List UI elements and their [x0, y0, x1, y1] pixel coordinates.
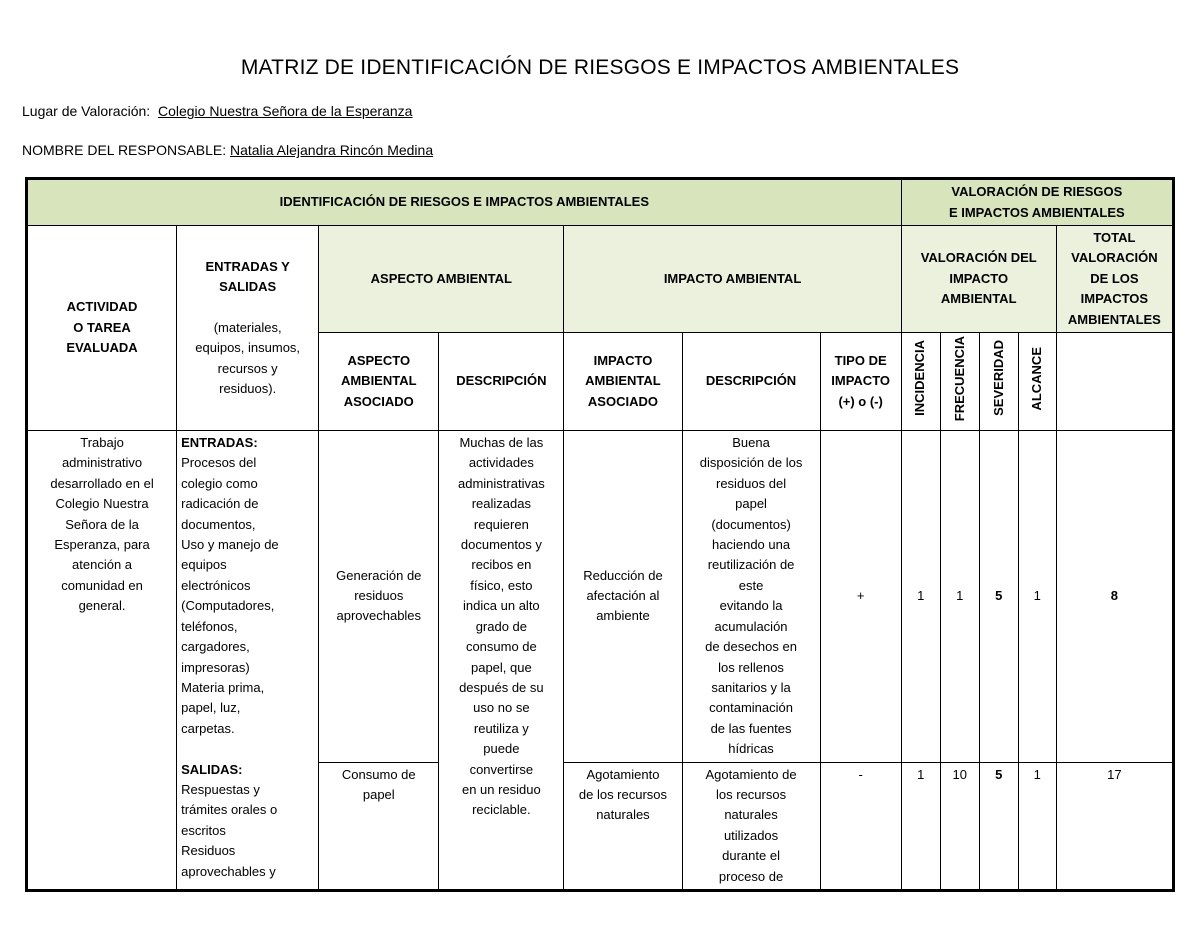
aspecto-1-text — [323, 566, 434, 627]
responsable — [22, 142, 433, 158]
descripcion-aspecto-line: recibos en — [471, 557, 532, 573]
descripcion-impacto-1-line: hídricas — [728, 741, 774, 757]
aspecto-1-line: Generación de — [336, 567, 422, 583]
descripcion-impacto-1-line: papel — [735, 496, 767, 512]
lugar-valoracion — [22, 103, 412, 119]
aspecto-2-line: papel — [362, 786, 395, 802]
actividad-line: administrativo — [61, 455, 143, 471]
header-descripcion-aspecto: DESCRIPCIÓN — [439, 333, 564, 431]
aspecto-1-line: aprovechables — [336, 608, 422, 624]
header-tipo-line2: IMPACTO — [831, 373, 891, 389]
descripcion-impacto-1-line: acumulación — [714, 618, 788, 634]
cell-tipo-2: - — [820, 762, 901, 889]
header-valoracion-riesgos — [901, 180, 1172, 226]
header-entradas-line2: SALIDAS — [219, 279, 277, 294]
descripcion-impacto-2-text — [687, 765, 816, 887]
header-actividad — [28, 226, 177, 431]
header-severidad — [979, 333, 1018, 431]
descripcion-aspecto-line: reutiliza y — [473, 720, 529, 736]
header-aspecto-asociado-line1: ASPECTO — [347, 352, 411, 368]
header-entradas-salidas — [177, 226, 319, 431]
descripcion-aspecto-line: actividades — [468, 455, 534, 471]
header-incidencia-label: INCIDENCIA — [912, 340, 928, 417]
descripcion-impacto-1-text — [687, 433, 816, 760]
salidas-line: escritos — [181, 822, 226, 838]
impacto-1-line: ambiente — [596, 608, 650, 624]
descripcion-aspecto-text — [443, 433, 559, 821]
header-impacto-asociado — [564, 333, 682, 431]
descripcion-impacto-1-line: haciendo una — [712, 537, 791, 553]
entradas-spacer — [181, 739, 314, 759]
header-entradas-line1: ENTRADAS Y — [205, 258, 290, 274]
responsable-value: Natalia Alejandra Rincón Medina — [229, 142, 434, 158]
salidas-text — [181, 780, 314, 882]
descripcion-aspecto-line: físico, esto — [470, 577, 533, 593]
header-entradas-line5: recursos y — [217, 360, 278, 376]
header-incidencia — [901, 333, 940, 431]
cell-severidad-1: 5 — [979, 431, 1018, 763]
risk-matrix-table — [27, 179, 1173, 890]
cell-incidencia-1: 1 — [901, 431, 940, 763]
cell-descripcion-impacto-1 — [682, 431, 820, 763]
entradas-line: teléfonos, — [181, 618, 238, 634]
cell-frecuencia-2: 10 — [940, 762, 979, 889]
descripcion-aspecto-line: convertirse — [469, 761, 534, 777]
cell-frecuencia-1: 1 — [940, 431, 979, 763]
header-total-empty — [1056, 333, 1172, 431]
descripcion-impacto-2-line: proceso de — [718, 868, 784, 884]
descripcion-impacto-1-line: sanitarios y la — [711, 679, 791, 695]
cell-entradas-salidas — [177, 431, 319, 890]
salidas-title: SALIDAS: — [181, 761, 243, 777]
header-total-line1: TOTAL — [1093, 230, 1136, 245]
lugar-value: Colegio Nuestra Señora de la Esperanza — [157, 103, 413, 119]
actividad-line: Señora de la — [65, 516, 139, 532]
descripcion-impacto-1-line: reutilización de — [707, 557, 795, 573]
header-total-line2: VALORACIÓN — [1071, 250, 1158, 266]
header-total-line5: AMBIENTALES — [1067, 311, 1161, 327]
header-valoracion-impacto — [901, 226, 1056, 333]
header-identificacion: IDENTIFICACIÓN DE RIESGOS E IMPACTOS AMBIENTALES — [28, 180, 902, 226]
entradas-line: cargadores, — [181, 639, 250, 655]
descripcion-aspecto-line: consumo de — [465, 639, 537, 655]
cell-descripcion-aspecto — [439, 431, 564, 890]
header-tipo-impacto — [820, 333, 901, 431]
impacto-1-text — [568, 566, 677, 627]
actividad-line: atención a — [72, 557, 133, 573]
descripcion-impacto-2-line: los recursos — [716, 786, 787, 802]
descripcion-aspecto-line: en un residuo — [461, 781, 541, 797]
actividad-line: general. — [78, 598, 126, 614]
header-actividad-line1: ACTIVIDAD — [66, 299, 138, 315]
entradas-line: papel, luz, — [181, 700, 241, 716]
entradas-line: Uso y manejo de — [181, 537, 279, 553]
descripcion-impacto-2-line: naturales — [724, 807, 778, 823]
entradas-line: radicación de — [181, 496, 259, 512]
header-valoracion-impacto-line3: AMBIENTAL — [940, 291, 1017, 307]
header-total-line4: IMPACTOS — [1080, 291, 1149, 307]
aspecto-2-line: Consumo de — [341, 766, 416, 782]
cell-incidencia-2: 1 — [901, 762, 940, 889]
descripcion-impacto-2-line: Agotamiento de — [705, 766, 797, 782]
salidas-line: Residuos — [181, 843, 236, 859]
cell-alcance-2: 1 — [1018, 762, 1056, 889]
header-tipo-line1: TIPO DE — [834, 352, 887, 368]
cell-tipo-1: + — [820, 431, 901, 763]
entradas-line: Materia prima, — [181, 679, 265, 695]
header-total — [1056, 226, 1172, 333]
descripcion-aspecto-line: realizadas — [471, 496, 531, 512]
entradas-salidas-content — [181, 433, 314, 879]
header-aspecto-asociado — [319, 333, 439, 431]
document-title: MATRIZ DE IDENTIFICACIÓN DE RIESGOS E IMPACTOS AMBIENTALES — [240, 56, 960, 79]
descripcion-impacto-1-line: de las fuentes — [710, 720, 792, 736]
header-aspecto-asociado-line2: AMBIENTAL — [340, 373, 417, 389]
header-entradas-line4: equipos, insumos, — [195, 340, 301, 356]
aspecto-1-line: residuos — [354, 588, 404, 604]
header-impacto-asociado-line2: AMBIENTAL — [585, 373, 661, 389]
impacto-1-line: Reducción de — [583, 567, 663, 583]
lugar-label: Lugar de Valoración: — [22, 103, 151, 119]
descripcion-impacto-1-line: Buena — [732, 435, 770, 451]
entradas-title: ENTRADAS: — [181, 435, 258, 451]
header-entradas-line3: (materiales, — [213, 319, 282, 335]
impacto-2-line: de los recursos — [578, 786, 668, 802]
cell-impacto-1 — [564, 431, 682, 763]
descripcion-impacto-1-line: (documentos) — [711, 516, 791, 532]
impacto-1-line: afectación al — [586, 588, 660, 604]
descripcion-impacto-1-line: contaminación — [709, 700, 793, 716]
header-alcance-label: ALCANCE — [1029, 346, 1045, 411]
salidas-line: aprovechables y — [181, 863, 276, 879]
actividad-line: Colegio Nuestra — [55, 496, 149, 512]
header-actividad-line3: EVALUADA — [66, 340, 138, 356]
cell-severidad-2: 5 — [979, 762, 1018, 889]
entradas-text — [181, 453, 314, 739]
impacto-2-line: naturales — [596, 807, 650, 823]
header-valoracion-riesgos-line2: E IMPACTOS AMBIENTALES — [948, 204, 1125, 220]
cell-aspecto-2 — [319, 762, 439, 889]
header-impacto-asociado-line1: IMPACTO — [593, 352, 653, 368]
entradas-line: electrónicos — [181, 577, 251, 593]
entradas-line: impresoras) — [181, 659, 250, 675]
actividad-line: comunidad en — [61, 577, 143, 593]
descripcion-impacto-1-line: los rellenos — [718, 659, 784, 675]
impacto-2-line: Agotamiento — [586, 766, 660, 782]
header-aspecto-ambiental: ASPECTO AMBIENTAL — [319, 226, 564, 333]
descripcion-impacto-1-line: disposición de los — [699, 455, 803, 471]
responsable-label: NOMBRE DEL RESPONSABLE: — [22, 142, 227, 158]
descripcion-impacto-2-line: utilizados — [723, 827, 779, 843]
header-valoracion-impacto-line1: VALORACIÓN DEL — [920, 250, 1037, 266]
cell-total-2: 17 — [1056, 762, 1172, 889]
descripcion-impacto-1-line: evitando la — [719, 598, 783, 614]
descripcion-aspecto-line: Muchas de las — [459, 435, 544, 451]
descripcion-aspecto-line: reciclable. — [472, 802, 531, 818]
impacto-2-text — [568, 765, 677, 826]
descripcion-impacto-1-line: residuos del — [716, 475, 787, 491]
actividad-line: Esperanza, para — [54, 537, 150, 553]
header-valoracion-riesgos-line1: VALORACIÓN DE RIESGOS — [951, 184, 1123, 200]
aspecto-2-text — [323, 765, 434, 806]
cell-descripcion-impacto-2 — [682, 762, 820, 889]
entradas-line: Procesos del — [181, 455, 257, 471]
header-alcance — [1018, 333, 1056, 431]
cell-total-1: 8 — [1056, 431, 1172, 763]
header-entradas-spacer — [181, 297, 314, 317]
descripcion-aspecto-line: requieren — [473, 516, 529, 532]
cell-aspecto-1 — [319, 431, 439, 763]
header-valoracion-impacto-line2: IMPACTO — [949, 270, 1009, 286]
header-descripcion-impacto: DESCRIPCIÓN — [682, 333, 820, 431]
header-tipo-line3: (+) o (-) — [838, 393, 883, 409]
entradas-line: equipos — [181, 557, 227, 573]
header-frecuencia — [940, 333, 979, 431]
header-impacto-asociado-line3: ASOCIADO — [587, 393, 658, 409]
entradas-line: (Computadores, — [181, 598, 275, 614]
actividad-text — [32, 433, 172, 617]
descripcion-aspecto-line: grado de — [475, 618, 528, 634]
entradas-line: carpetas. — [181, 720, 235, 736]
descripcion-aspecto-line: papel, que — [470, 659, 532, 675]
cell-actividad — [28, 431, 177, 890]
entradas-line: documentos, — [181, 516, 256, 532]
entradas-line: colegio como — [181, 475, 258, 491]
actividad-line: Trabajo — [80, 435, 124, 451]
descripcion-aspecto-line: puede — [483, 741, 520, 757]
descripcion-impacto-2-line: durante el — [722, 848, 780, 864]
descripcion-aspecto-line: administrativas — [458, 475, 545, 491]
salidas-line: trámites orales o — [181, 802, 278, 818]
actividad-line: desarrollado en el — [50, 475, 154, 491]
descripcion-impacto-1-line: de desechos en — [705, 639, 797, 655]
header-actividad-line2: O TAREA — [73, 319, 131, 335]
header-impacto-ambiental: IMPACTO AMBIENTAL — [564, 226, 901, 333]
header-frecuencia-label: FRECUENCIA — [951, 335, 967, 421]
header-aspecto-asociado-line3: ASOCIADO — [343, 393, 414, 409]
descripcion-aspecto-line: indica un alto — [463, 598, 540, 614]
header-severidad-label: SEVERIDAD — [990, 340, 1006, 417]
salidas-line: Respuestas y — [181, 781, 260, 797]
cell-impacto-2 — [564, 762, 682, 889]
header-total-line3: DE LOS — [1090, 270, 1139, 286]
descripcion-aspecto-line: uso no se — [473, 700, 530, 716]
descripcion-aspecto-line: documentos y — [460, 537, 542, 553]
header-entradas-line6: residuos). — [219, 381, 277, 397]
descripcion-impacto-1-line: este — [738, 577, 764, 593]
descripcion-aspecto-line: después de su — [459, 679, 544, 695]
cell-alcance-1: 1 — [1018, 431, 1056, 763]
